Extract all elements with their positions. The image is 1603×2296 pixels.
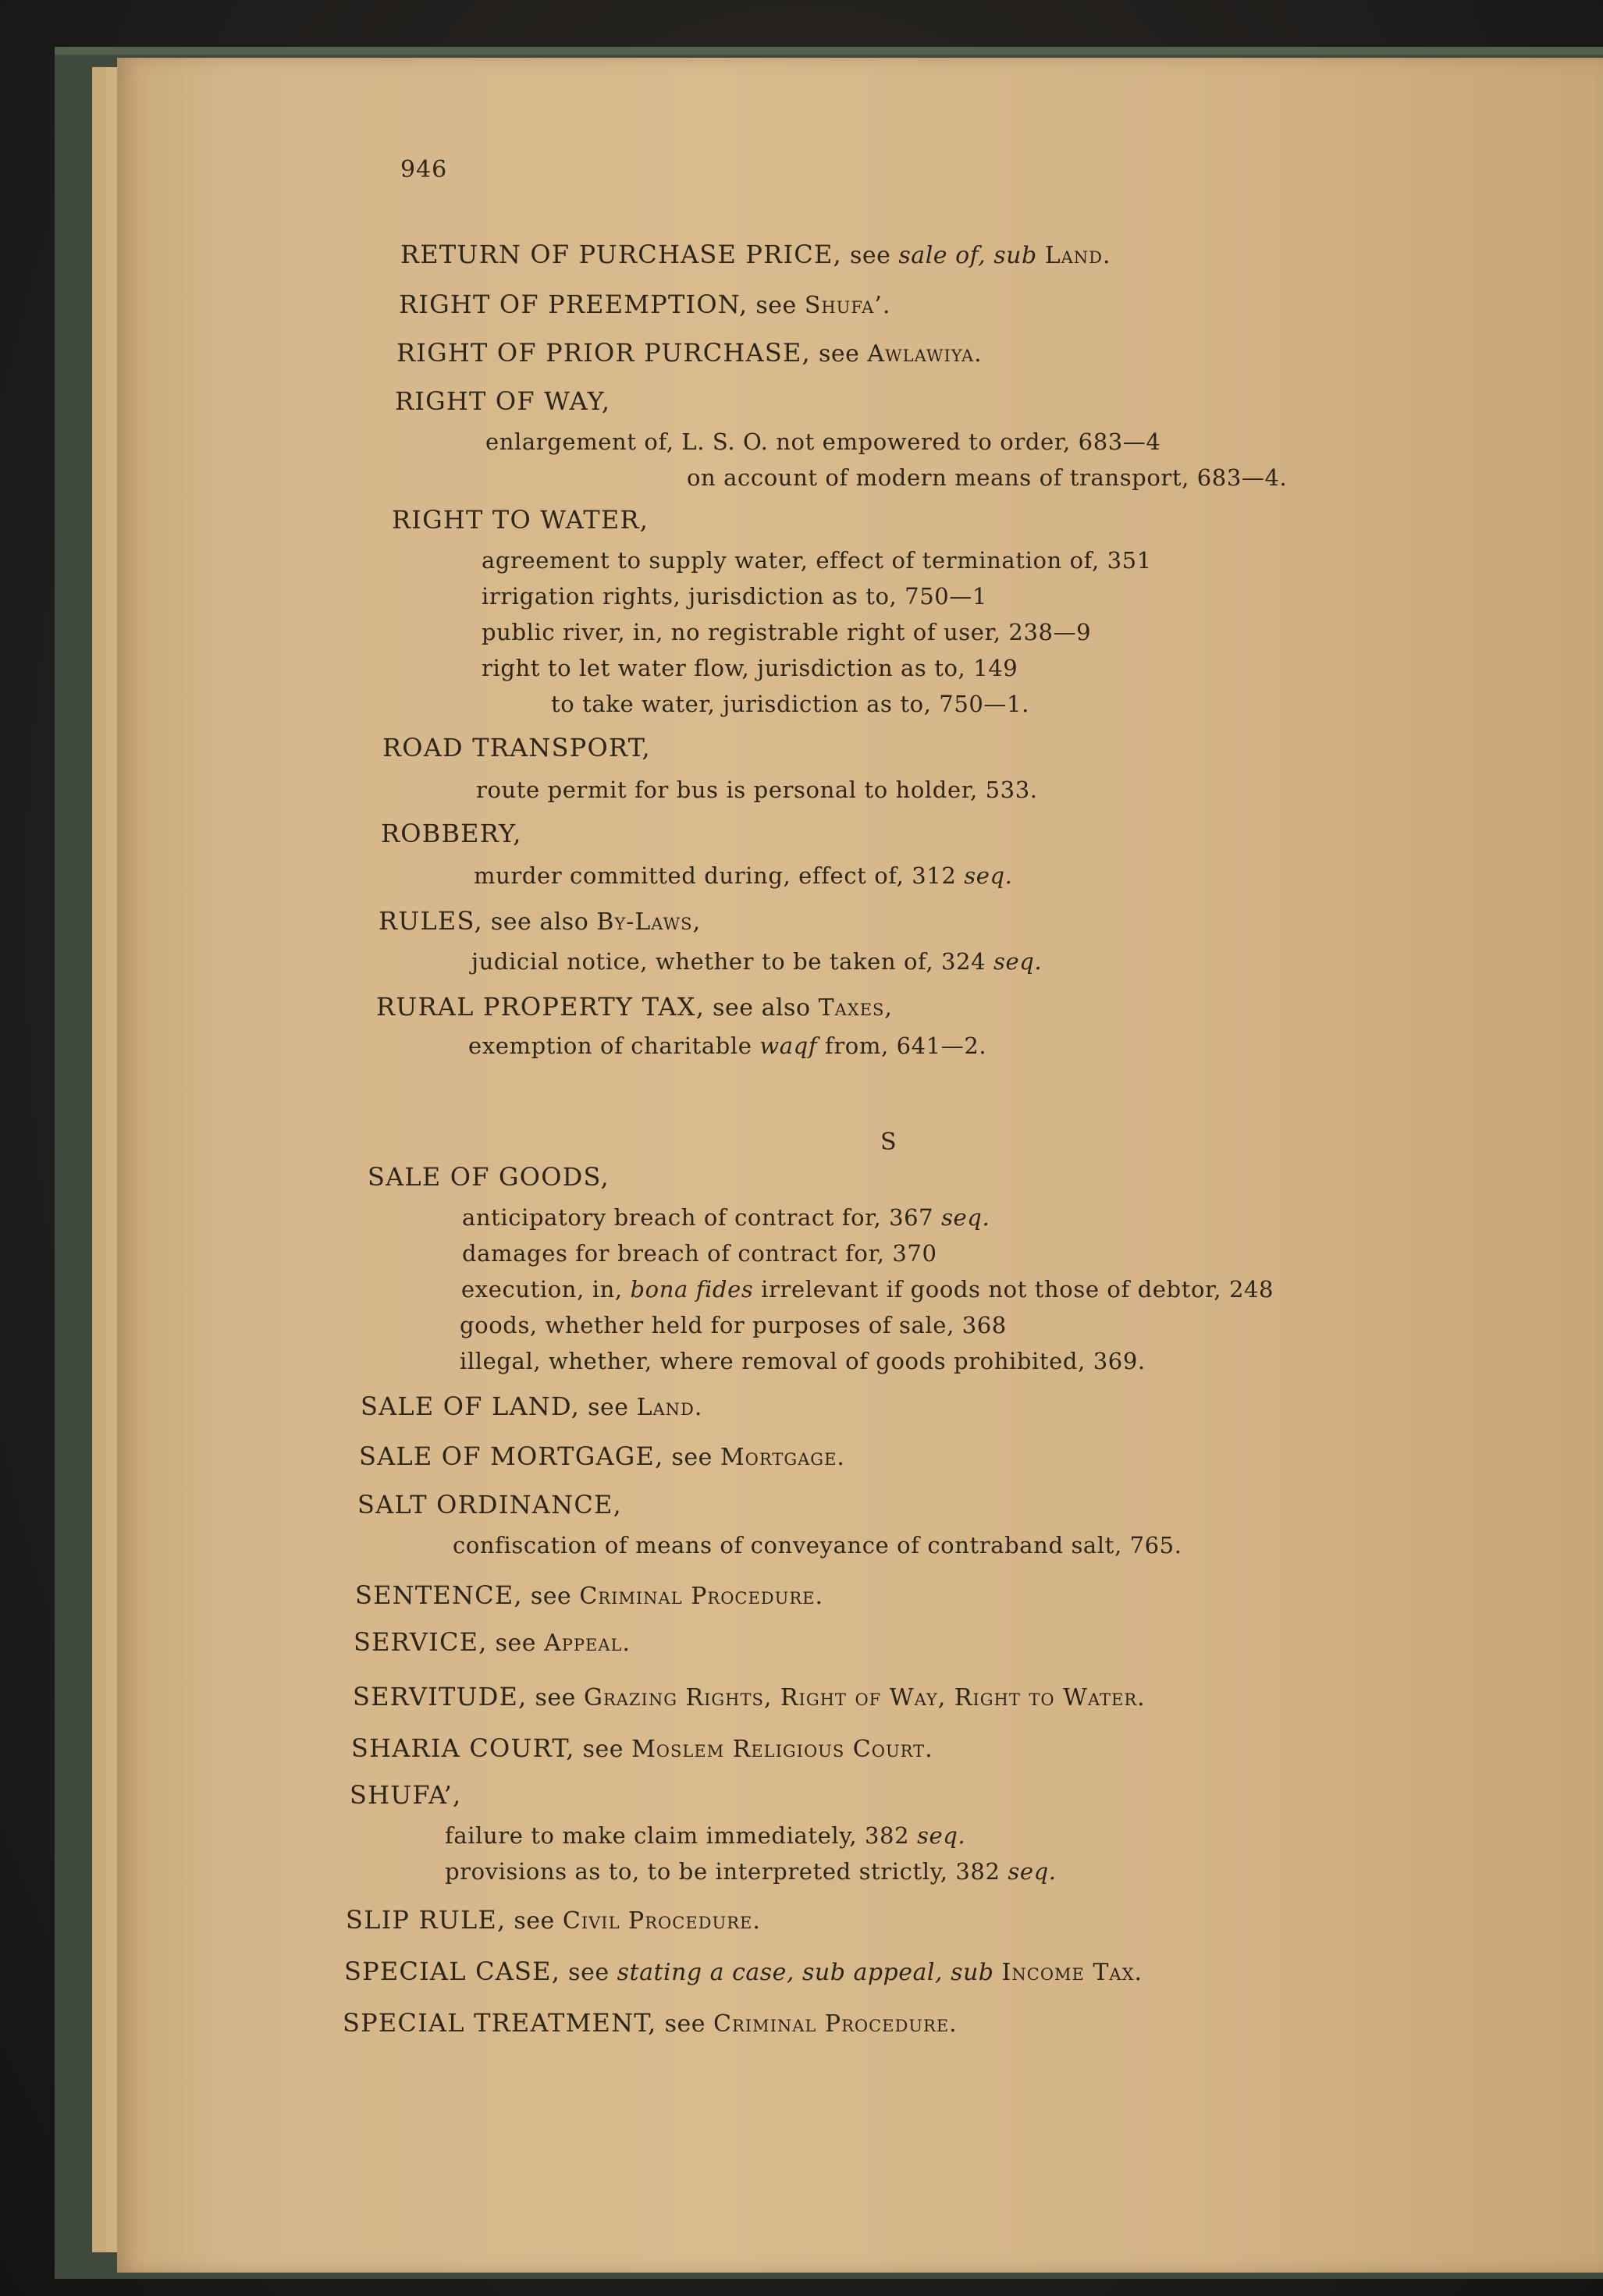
entry-subheading: public river, in, no registrable right of user, 238—9 (482, 619, 1092, 645)
subheading-seq: seq. (941, 1204, 990, 1231)
index-entry (376, 993, 893, 1022)
entry-heading: RIGHT OF WAY, (395, 386, 611, 416)
entry-heading: ROBBERY, (381, 819, 522, 848)
entry-subheading (474, 862, 1012, 890)
subheading-text: anticipatory breach of contract for, 367 (462, 1204, 934, 1231)
entry-subheading: enlargement of, L. S. O. not empowered to order, 683—4 (485, 428, 1161, 455)
index-entry (379, 907, 701, 937)
entry-heading: SPECIAL TREATMENT, (343, 2008, 657, 2038)
subheading-italic: bona fides (630, 1276, 754, 1303)
see-text: see (535, 1684, 576, 1711)
index-entry (361, 1392, 702, 1422)
entry-subheading: route permit for bus is personal to holder, 533. (476, 777, 1038, 803)
entry-heading: ROAD TRANSPORT, (382, 733, 651, 762)
entry-heading: SERVICE, (354, 1627, 488, 1657)
subheading-seq: seq. (993, 948, 1043, 975)
subheading-text: provisions as to, to be interpreted strictly, 382 (445, 1858, 1001, 1885)
entry-heading: RIGHT TO WATER, (392, 505, 649, 535)
entry-heading: RIGHT OF PREEMPTION, (399, 290, 748, 319)
see-text: see also (490, 908, 589, 936)
entry-heading: SERVITUDE, (353, 1682, 528, 1711)
entry-subheading (471, 947, 1042, 976)
index-entry (354, 1628, 631, 1658)
entry-subheading: on account of modern means of transport, 683—4. (687, 464, 1288, 491)
section-letter: S (880, 1128, 897, 1156)
entry-heading: SLIP RULE, (346, 1905, 506, 1935)
entry-heading: SALE OF GOODS, (368, 1162, 610, 1192)
subheading-seq: seq. (916, 1822, 966, 1849)
subheading-text: execution, in, (461, 1276, 623, 1303)
entry-subheading: damages for breach of contract for, 370 (462, 1240, 937, 1267)
entry-heading: SPECIAL CASE, (344, 1957, 561, 1986)
see-text: see (755, 292, 797, 319)
subheading-text: judicial notice, whether to be taken of, 324 (471, 948, 986, 975)
entry-reference: Shufa’. (804, 292, 891, 319)
entry-reference: Criminal Procedure. (713, 2010, 958, 2038)
entry-reference: Land. (1044, 242, 1111, 269)
entry-heading: RULES, (379, 906, 483, 936)
entry-heading: RIGHT OF PRIOR PURCHASE, (396, 338, 811, 368)
entry-reference: Mortgage. (720, 1444, 845, 1471)
entry-heading: SENTENCE, (355, 1580, 523, 1610)
see-text: see (514, 1907, 555, 1935)
see-text: see (568, 1959, 610, 1986)
index-entry (353, 1683, 1146, 1712)
entry-reference: Income Tax. (1001, 1959, 1143, 1986)
subheading-seq: seq. (964, 862, 1013, 889)
entry-subheading: illegal, whether, where removal of goods prohibited, 369. (460, 1348, 1146, 1374)
entry-subheading (461, 1275, 1274, 1303)
subheading-text: murder committed during, effect of, 312 (474, 862, 957, 889)
see-text: see (671, 1444, 713, 1471)
subheading-italic: waqf (759, 1032, 818, 1059)
subheading-text: exemption of charitable (468, 1032, 752, 1059)
see-text: see (588, 1394, 629, 1421)
entry-subheading (462, 1203, 990, 1232)
entry-reference: Appeal. (544, 1630, 631, 1657)
entry-reference: Criminal Procedure. (579, 1583, 824, 1610)
entry-reference: stating a case, sub appeal, sub (617, 1959, 994, 1986)
subheading-seq: seq. (1008, 1858, 1057, 1885)
entry-subheading: right to let water flow, jurisdiction as to, 149 (482, 655, 1018, 681)
see-text: see (495, 1630, 537, 1657)
entry-reference: Moslem Religious Court. (631, 1736, 933, 1763)
see-text: see also (713, 994, 811, 1022)
entry-reference: Awlawiya. (867, 340, 983, 368)
entry-reference: Civil Procedure. (562, 1907, 761, 1935)
index-entry (346, 1906, 761, 1935)
index-entry (399, 290, 890, 320)
entry-reference: Grazing Rights, Right of Way, Right to Water. (583, 1684, 1146, 1711)
entry-subheading: irrigation rights, jurisdiction as to, 750—1 (482, 583, 987, 610)
entry-heading: SHUFA’, (350, 1780, 462, 1810)
page-number: 946 (400, 156, 448, 183)
entry-reference: sale of, sub (898, 242, 1037, 269)
index-entry (396, 339, 983, 368)
entry-subheading: to take water, jurisdiction as to, 750—1. (551, 691, 1029, 717)
index-entry (400, 240, 1111, 270)
subheading-text: from, 641—2. (825, 1032, 987, 1059)
entry-heading: SALE OF MORTGAGE, (359, 1441, 664, 1471)
entry-subheading (445, 1822, 965, 1850)
entry-reference: Taxes, (818, 994, 893, 1022)
subheading-text: failure to make claim immediately, 382 (445, 1822, 910, 1849)
see-text: see (849, 242, 891, 269)
entry-subheading: confiscation of means of conveyance of contraband salt, 765. (453, 1532, 1182, 1559)
entry-subheading: agreement to supply water, effect of termination of, 351 (482, 547, 1152, 574)
subheading-text: irrelevant if goods not those of debtor, 248 (761, 1276, 1274, 1303)
entry-reference: Land. (636, 1394, 703, 1421)
index-entry (355, 1581, 823, 1611)
see-text: see (530, 1583, 572, 1610)
index-entry (359, 1442, 845, 1472)
entry-reference: By-Laws, (596, 908, 702, 936)
see-text: see (582, 1736, 624, 1763)
entry-heading: SALT ORDINANCE, (357, 1490, 622, 1519)
see-text: see (818, 340, 860, 368)
index-entry (343, 2009, 958, 2038)
entry-heading: RURAL PROPERTY TAX, (376, 992, 706, 1022)
entry-subheading: goods, whether held for purposes of sale, 368 (460, 1312, 1007, 1338)
entry-heading: SALE OF LAND, (361, 1391, 581, 1421)
index-entry (344, 1957, 1143, 1987)
entry-subheading (468, 1032, 986, 1060)
entry-subheading (445, 1857, 1057, 1885)
entry-heading: RETURN OF PURCHASE PRICE, (400, 240, 842, 269)
entry-heading: SHARIA COURT, (351, 1733, 575, 1763)
see-text: see (664, 2010, 706, 2038)
index-entry (351, 1734, 933, 1764)
